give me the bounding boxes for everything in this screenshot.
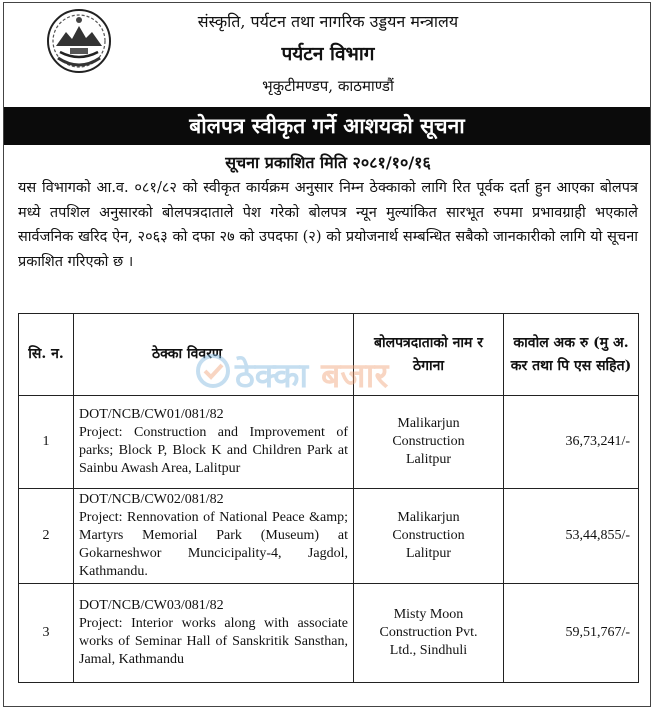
bidder-name: Malikarjun Construction [392, 416, 465, 449]
publication-date: सूचना प्रकाशित मिति २०८१/१०/१६ [225, 153, 431, 172]
header-amount: कावोल अक रु (मु अ. कर तथा पि एस सहित) [504, 314, 639, 396]
bidder-location: Lalitpur [405, 546, 452, 561]
watermark-text-a: ठेक्का [235, 356, 309, 396]
header-description: ठेक्का विवरण [74, 314, 354, 396]
contract-ref: DOT/NCB/CW03/081/82 [79, 598, 224, 613]
bidder-location: Ltd., Sindhuli [389, 643, 468, 658]
project-text: Project: Interior works along with associate works of Seminar Hall of Sanskritik Sansthan, Jamal, Kathmandu [79, 616, 348, 667]
contract-table [18, 313, 639, 683]
table-header-row [19, 314, 639, 396]
row-amount: 53,44,855/- [504, 489, 639, 584]
bidder-name: Malikarjun Construction [392, 510, 465, 543]
row-sn: 3 [19, 584, 74, 683]
table-row [19, 584, 639, 683]
project-text: Project: Construction and Improvement of parks; Block P, Block K and Children Park at Sainbu Awash Area, Lalitpur [79, 425, 348, 476]
table-row [19, 396, 639, 489]
row-sn: 2 [19, 489, 74, 584]
row-sn: 1 [19, 396, 74, 489]
row-description [74, 489, 354, 584]
table-row [19, 489, 639, 584]
notice-paragraph: यस विभागको आ.व. ०८१/८२ को स्वीकृत कार्यक्रम अनुसार निम्न ठेक्काको लागि रित पूर्वक दर्ता हुन आएका बोलपत्र मध्ये तपशिल अनुसारको बोलपत्रदाताले पेश गरेको बोलपत्र न्यून मुल्यांकित सारभूत रुपमा प्रभावग्राही भएकाले सार्वजनिक खरिद ऐन, २०६३ को दफा २७ को उपदफा (२) को प्रयोजनार्थ सम्बन्धित सबैको जानकारीको लागि यो सूचना प्रकाशित गरिएको छ । [18, 180, 638, 270]
row-bidder [354, 489, 504, 584]
row-description [74, 584, 354, 683]
department-address: भृकुटीमण्डप, काठमाण्डौं [262, 77, 394, 95]
row-bidder [354, 396, 504, 489]
contract-ref: DOT/NCB/CW01/081/82 [79, 407, 224, 422]
bidder-location: Lalitpur [405, 452, 452, 467]
row-amount: 36,73,241/- [504, 396, 639, 489]
header-sn: सि. न. [19, 314, 74, 396]
row-bidder [354, 584, 504, 683]
project-text: Project: Rennovation of National Peace &amp; Martyrs Memorial Park (Museum) at Gokarneshwor Muncicipality-4, Jagdol, Kathmandu. [79, 510, 348, 579]
header-bidder: बोलपत्रदाताको नाम र ठेगाना [354, 314, 504, 396]
notice-title-banner: बोलपत्र स्वीकृत गर्ने आशयको सूचना [4, 107, 650, 145]
ministry-name: संस्कृति, पर्यटन तथा नागरिक उड्डयन मन्त्रालय [197, 12, 459, 31]
department-name: पर्यटन विभाग [281, 43, 375, 65]
bidder-name: Misty Moon Construction Pvt. [379, 607, 478, 640]
contract-ref: DOT/NCB/CW02/081/82 [79, 492, 224, 507]
row-description [74, 396, 354, 489]
row-amount: 59,51,767/- [504, 584, 639, 683]
watermark-text-b: बजार [321, 356, 389, 396]
